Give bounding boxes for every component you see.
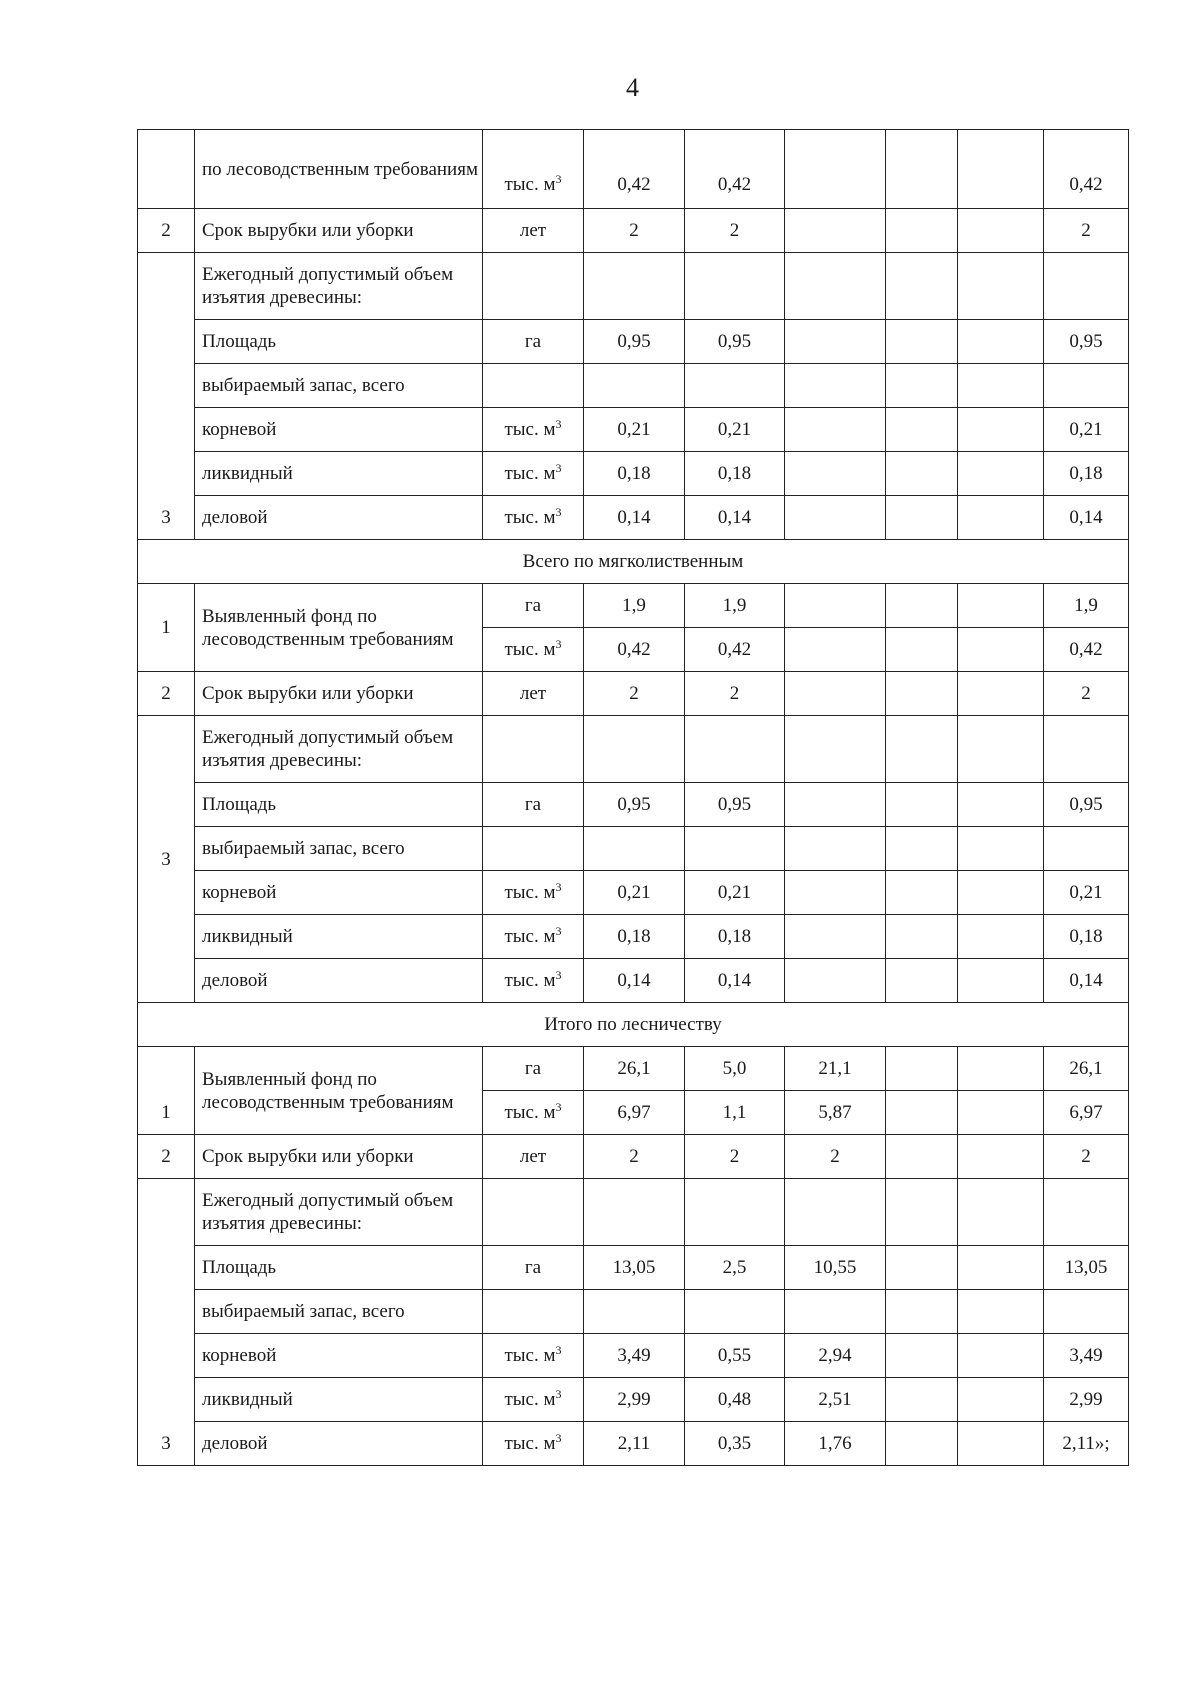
value-cell: 0,18 xyxy=(1044,452,1129,496)
value-cell: 0,21 xyxy=(685,871,785,915)
value-cell xyxy=(785,452,886,496)
value-cell: 0,35 xyxy=(685,1422,785,1466)
table-row xyxy=(138,915,1129,959)
row-number-cell: 2 xyxy=(138,672,195,716)
value-cell xyxy=(785,584,886,628)
unit-cell: га xyxy=(483,1047,584,1091)
unit-cell: тыс. $м^3$ xyxy=(483,628,584,672)
unit-cell: лет xyxy=(483,672,584,716)
value-cell xyxy=(958,320,1044,364)
value-cell: 10,55 xyxy=(785,1246,886,1290)
value-cell: 1,9 xyxy=(685,584,785,628)
value-cell xyxy=(958,1422,1044,1466)
value-cell xyxy=(958,915,1044,959)
row-label: выбираемый запас, всего xyxy=(195,827,483,871)
value-cell xyxy=(886,871,958,915)
row-number-cell: 3 xyxy=(138,716,195,1003)
row-label: Ежегодный допустимый объем изъятия древесины: xyxy=(195,253,483,320)
value-cell xyxy=(785,915,886,959)
unit-cell: га xyxy=(483,320,584,364)
value-cell: 5,87 xyxy=(785,1091,886,1135)
value-cell xyxy=(886,452,958,496)
value-cell: 0,18 xyxy=(584,452,685,496)
table-row xyxy=(138,209,1129,253)
unit-cell: тыс. $м^3$ xyxy=(483,130,584,209)
value-cell: 2 xyxy=(685,209,785,253)
row-label: Ежегодный допустимый объем изъятия древесины: xyxy=(195,716,483,783)
value-cell xyxy=(958,130,1044,209)
row-label: Выявленный фонд по лесоводственным требованиям xyxy=(195,1047,483,1135)
section-header-row xyxy=(138,1003,1129,1047)
value-cell: 2 xyxy=(785,1135,886,1179)
unit-cell: тыс. $м^3$ xyxy=(483,408,584,452)
value-cell xyxy=(958,1135,1044,1179)
value-cell xyxy=(886,959,958,1003)
value-cell xyxy=(958,1091,1044,1135)
row-number-cell: 1 xyxy=(138,1047,195,1135)
value-cell: 0,95 xyxy=(685,320,785,364)
value-cell xyxy=(958,959,1044,1003)
value-cell xyxy=(958,1334,1044,1378)
value-cell: 6,97 xyxy=(584,1091,685,1135)
value-cell: 0,95 xyxy=(1044,320,1129,364)
unit-cell: га xyxy=(483,783,584,827)
table-row xyxy=(138,496,1129,540)
value-cell: 0,55 xyxy=(685,1334,785,1378)
value-cell xyxy=(886,584,958,628)
row-label: выбираемый запас, всего xyxy=(195,364,483,408)
value-cell xyxy=(886,1422,958,1466)
value-cell xyxy=(958,584,1044,628)
unit-cell: тыс. $м^3$ xyxy=(483,1422,584,1466)
row-number-cell: 2 xyxy=(138,209,195,253)
table-row xyxy=(138,130,1129,209)
value-cell xyxy=(785,496,886,540)
unit-cell: тыс. $м^3$ xyxy=(483,915,584,959)
value-cell: 6,97 xyxy=(1044,1091,1129,1135)
table-row xyxy=(138,1290,1129,1334)
unit-cell: лет xyxy=(483,1135,584,1179)
value-cell: 2 xyxy=(685,1135,785,1179)
value-cell xyxy=(886,915,958,959)
value-cell: 0,95 xyxy=(584,320,685,364)
unit-cell: тыс. $м^3$ xyxy=(483,1378,584,1422)
value-cell: 0,95 xyxy=(1044,783,1129,827)
value-cell xyxy=(958,871,1044,915)
value-cell xyxy=(785,209,886,253)
row-label: ликвидный xyxy=(195,915,483,959)
value-cell: 0,95 xyxy=(685,783,785,827)
value-cell: 0,48 xyxy=(685,1378,785,1422)
value-cell: 5,0 xyxy=(685,1047,785,1091)
value-cell: 2 xyxy=(584,1135,685,1179)
table-row xyxy=(138,959,1129,1003)
section-title: Итого по лесничеству xyxy=(138,1003,1129,1047)
value-cell: 0,14 xyxy=(1044,959,1129,1003)
value-cell xyxy=(958,783,1044,827)
value-cell xyxy=(785,320,886,364)
value-cell xyxy=(886,130,958,209)
table-row xyxy=(138,364,1129,408)
value-cell xyxy=(886,1334,958,1378)
table-row xyxy=(138,716,1129,783)
value-cell: 0,42 xyxy=(685,130,785,209)
table-row xyxy=(138,253,1129,320)
value-cell xyxy=(886,408,958,452)
unit-cell: тыс. $м^3$ xyxy=(483,496,584,540)
table-row xyxy=(138,672,1129,716)
value-cell: 0,18 xyxy=(685,452,785,496)
value-cell xyxy=(958,452,1044,496)
value-cell xyxy=(785,783,886,827)
value-cell: 0,14 xyxy=(1044,496,1129,540)
table-row xyxy=(138,320,1129,364)
value-cell xyxy=(886,672,958,716)
table-row xyxy=(138,1334,1129,1378)
value-cell: 1,76 xyxy=(785,1422,886,1466)
value-cell: 0,18 xyxy=(1044,915,1129,959)
value-cell: 0,42 xyxy=(584,130,685,209)
value-cell: 0,21 xyxy=(584,871,685,915)
value-cell xyxy=(958,672,1044,716)
table-row xyxy=(138,1422,1129,1466)
table-row xyxy=(138,1246,1129,1290)
value-cell: 0,21 xyxy=(584,408,685,452)
value-cell xyxy=(886,496,958,540)
row-label: корневой xyxy=(195,408,483,452)
row-number-cell xyxy=(138,130,195,209)
value-cell: 0,18 xyxy=(584,915,685,959)
row-number-cell: 3 xyxy=(138,253,195,540)
value-cell xyxy=(785,408,886,452)
section-title: Всего по мягколиственным xyxy=(138,540,1129,584)
value-cell: 0,21 xyxy=(685,408,785,452)
value-cell: 0,14 xyxy=(685,959,785,1003)
value-cell xyxy=(886,1135,958,1179)
value-cell: 2,11 xyxy=(584,1422,685,1466)
value-cell: 0,18 xyxy=(685,915,785,959)
table-row xyxy=(138,584,1129,628)
value-cell: 2 xyxy=(685,672,785,716)
row-label: деловой xyxy=(195,1422,483,1466)
value-cell: 13,05 xyxy=(584,1246,685,1290)
unit-cell: тыс. $м^3$ xyxy=(483,871,584,915)
value-cell: 21,1 xyxy=(785,1047,886,1091)
value-cell: 13,05 xyxy=(1044,1246,1129,1290)
row-label: корневой xyxy=(195,871,483,915)
value-cell xyxy=(785,959,886,1003)
value-cell: 2 xyxy=(584,209,685,253)
row-label: ликвидный xyxy=(195,452,483,496)
row-label: деловой xyxy=(195,496,483,540)
row-label: Срок вырубки или уборки xyxy=(195,1135,483,1179)
row-number-cell: 2 xyxy=(138,1135,195,1179)
unit-cell: тыс. $м^3$ xyxy=(483,1091,584,1135)
table-row xyxy=(138,783,1129,827)
row-label: ликвидный xyxy=(195,1378,483,1422)
value-cell xyxy=(886,1378,958,1422)
value-cell: 3,49 xyxy=(1044,1334,1129,1378)
value-cell: 2,11»; xyxy=(1044,1422,1129,1466)
value-cell: 2 xyxy=(584,672,685,716)
table-row xyxy=(138,1179,1129,1246)
value-cell: 2,5 xyxy=(685,1246,785,1290)
unit-cell: тыс. $м^3$ xyxy=(483,959,584,1003)
forest-fund-table xyxy=(137,129,1129,1466)
value-cell: 0,21 xyxy=(1044,408,1129,452)
table-row xyxy=(138,1047,1129,1091)
value-cell xyxy=(958,628,1044,672)
value-cell: 1,9 xyxy=(1044,584,1129,628)
row-label: Срок вырубки или уборки xyxy=(195,672,483,716)
value-cell xyxy=(958,209,1044,253)
value-cell xyxy=(958,1047,1044,1091)
value-cell: 0,14 xyxy=(685,496,785,540)
value-cell: 0,42 xyxy=(1044,628,1129,672)
row-label: Выявленный фонд по лесоводственным требованиям xyxy=(195,584,483,672)
value-cell xyxy=(886,1246,958,1290)
value-cell xyxy=(886,1091,958,1135)
value-cell: 0,14 xyxy=(584,496,685,540)
row-label: корневой xyxy=(195,1334,483,1378)
value-cell: 0,95 xyxy=(584,783,685,827)
value-cell: 2,99 xyxy=(1044,1378,1129,1422)
value-cell xyxy=(886,320,958,364)
value-cell xyxy=(958,496,1044,540)
table-row xyxy=(138,408,1129,452)
value-cell xyxy=(785,871,886,915)
value-cell xyxy=(886,209,958,253)
value-cell xyxy=(958,408,1044,452)
value-cell: 2 xyxy=(1044,209,1129,253)
value-cell xyxy=(958,1246,1044,1290)
value-cell: 2,99 xyxy=(584,1378,685,1422)
unit-cell: тыс. $м^3$ xyxy=(483,452,584,496)
value-cell: 26,1 xyxy=(584,1047,685,1091)
table-row xyxy=(138,1135,1129,1179)
value-cell xyxy=(785,672,886,716)
row-label: Площадь xyxy=(195,783,483,827)
value-cell: 0,42 xyxy=(1044,130,1129,209)
value-cell: 26,1 xyxy=(1044,1047,1129,1091)
row-label: Площадь xyxy=(195,320,483,364)
value-cell xyxy=(785,130,886,209)
table-row xyxy=(138,827,1129,871)
value-cell xyxy=(886,628,958,672)
table-row xyxy=(138,1378,1129,1422)
row-label: Площадь xyxy=(195,1246,483,1290)
row-label: выбираемый запас, всего xyxy=(195,1290,483,1334)
unit-cell: га xyxy=(483,1246,584,1290)
value-cell: 0,14 xyxy=(584,959,685,1003)
unit-cell: га xyxy=(483,584,584,628)
value-cell xyxy=(785,628,886,672)
value-cell: 0,21 xyxy=(1044,871,1129,915)
row-number-cell: 1 xyxy=(138,584,195,672)
page-number: 4 xyxy=(626,73,639,102)
value-cell: 1,9 xyxy=(584,584,685,628)
section-header-row xyxy=(138,540,1129,584)
row-label: деловой xyxy=(195,959,483,1003)
row-label: Срок вырубки или уборки xyxy=(195,209,483,253)
value-cell xyxy=(886,783,958,827)
value-cell: 2,51 xyxy=(785,1378,886,1422)
value-cell xyxy=(886,1047,958,1091)
value-cell: 2 xyxy=(1044,672,1129,716)
value-cell: 2 xyxy=(1044,1135,1129,1179)
value-cell: 3,49 xyxy=(584,1334,685,1378)
unit-cell: тыс. $м^3$ xyxy=(483,1334,584,1378)
unit-cell: лет xyxy=(483,209,584,253)
value-cell: 1,1 xyxy=(685,1091,785,1135)
table-row xyxy=(138,871,1129,915)
value-cell: 0,42 xyxy=(685,628,785,672)
value-cell: 2,94 xyxy=(785,1334,886,1378)
table-row xyxy=(138,452,1129,496)
value-cell: 0,42 xyxy=(584,628,685,672)
row-number-cell: 3 xyxy=(138,1179,195,1466)
row-label: по лесоводственным требованиям xyxy=(195,130,483,209)
row-label: Ежегодный допустимый объем изъятия древесины: xyxy=(195,1179,483,1246)
value-cell xyxy=(958,1378,1044,1422)
